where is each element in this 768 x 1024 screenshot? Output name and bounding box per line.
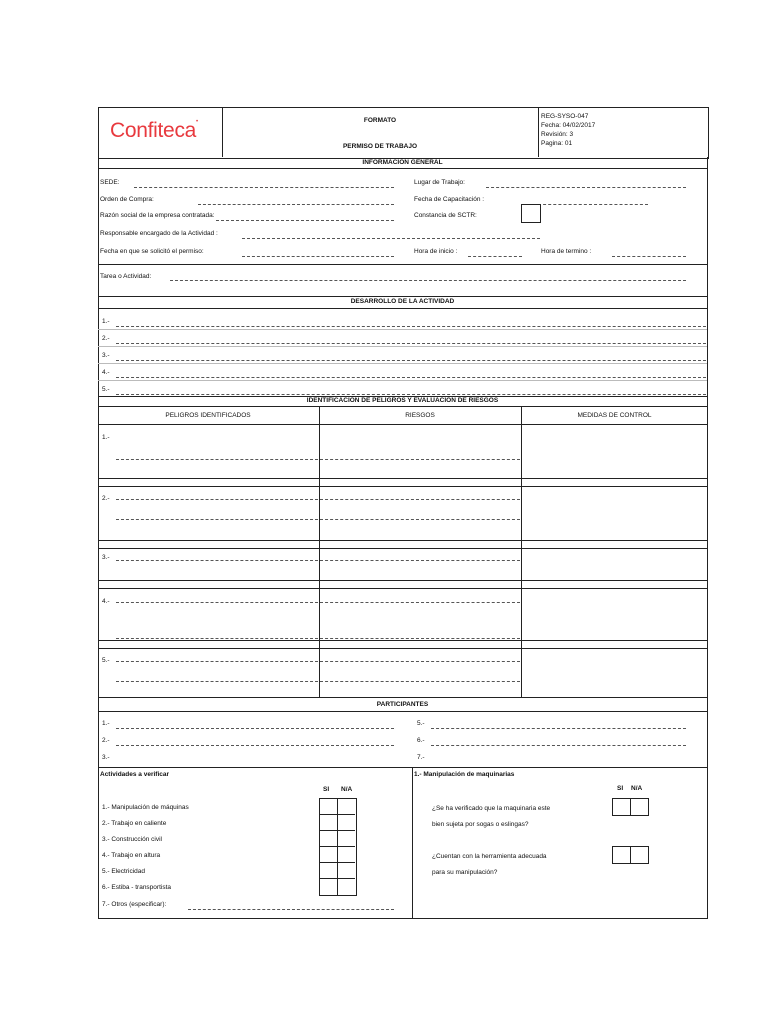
checkgrid-row [319, 878, 355, 879]
peligro-line[interactable] [116, 519, 318, 520]
participante-left-line[interactable] [116, 745, 394, 746]
row-divider [98, 548, 707, 549]
participante-right-label: 6.- [417, 737, 425, 744]
field-responsable[interactable] [242, 238, 540, 239]
label-constancia-sctr: Constancia de SCTR: [414, 212, 477, 219]
doc-code: REG-SYSO-047 [541, 113, 589, 120]
section-peligros: IDENTIFICACIÓN DE PELIGROS Y EVALUACIÓN DE RIESGOS [306, 397, 499, 404]
peligro-item-label: 3.- [102, 554, 110, 561]
riesgo-line[interactable] [320, 661, 520, 662]
desarrollo-item-line[interactable] [116, 326, 706, 327]
q2-na-checkbox[interactable] [630, 846, 649, 864]
field-orden[interactable] [198, 204, 394, 205]
riesgo-line[interactable] [320, 638, 520, 639]
col-medidas: MEDIDAS DE CONTROL [577, 412, 652, 419]
participante-left-label: 2.- [102, 737, 110, 744]
riesgo-line[interactable] [320, 560, 520, 561]
doc-date: Fecha: 04/02/2017 [541, 122, 596, 129]
row-divider [98, 640, 707, 641]
section-informacion-general: INFORMACIÓN GENERAL [362, 159, 443, 166]
field-sede[interactable] [134, 187, 394, 188]
row-divider [98, 580, 707, 581]
desarrollo-item-label: 3.- [102, 352, 110, 359]
checkgrid-row [319, 846, 355, 847]
label-fecha-capacitacion: Fecha de Capacitación : [414, 196, 485, 203]
peligro-item-label: 4.- [102, 598, 110, 605]
row-divider [98, 363, 707, 364]
field-lugar[interactable] [486, 187, 686, 188]
field-tarea[interactable] [170, 280, 686, 281]
desarrollo-item-line[interactable] [116, 377, 706, 378]
q2-si-checkbox[interactable] [612, 846, 631, 864]
maquinarias-na: N/A [631, 785, 643, 792]
row-divider [98, 380, 707, 381]
peligro-line[interactable] [116, 560, 318, 561]
actividad-item: 5.- Electricidad [102, 868, 145, 875]
participante-left-label: 1.- [102, 720, 110, 727]
q2-line2: para su manipulación? [432, 869, 498, 876]
field-hora-inicio[interactable] [468, 256, 522, 257]
desarrollo-item-line[interactable] [116, 394, 706, 395]
peligro-line[interactable] [116, 681, 318, 682]
riesgo-line[interactable] [320, 459, 520, 460]
row-divider [98, 540, 707, 541]
doc-revision: Revisión: 3 [541, 131, 574, 138]
row-divider [98, 346, 707, 347]
participante-right-line[interactable] [431, 745, 686, 746]
maquinarias-title: 1.- Manipulación de maquinarias [414, 771, 515, 778]
checkgrid-row [319, 830, 355, 831]
actividad-item: 4.- Trabajo en altura [102, 852, 161, 859]
peligro-item-label: 5.- [102, 657, 110, 664]
label-hora-termino: Hora de termino : [541, 248, 592, 255]
q1-si-checkbox[interactable] [612, 798, 631, 816]
peligro-line[interactable] [116, 661, 318, 662]
actividad-item: 7.- Otros (especificar): [102, 901, 167, 908]
row-divider [98, 329, 707, 330]
participante-left-label: 3.- [102, 754, 110, 761]
field-fecha-permiso[interactable] [242, 256, 394, 257]
desarrollo-item-line[interactable] [116, 343, 706, 344]
peligro-line[interactable] [116, 459, 318, 460]
actividades-title: Actividades a verificar [100, 771, 170, 778]
q2-line1: ¿Cuentan con la herramienta adecuada [432, 853, 547, 860]
actividad-item: 2.- Trabajo en caliente [102, 820, 167, 827]
label-tarea: Tarea o Actividad: [100, 273, 152, 280]
participante-right-line[interactable] [431, 728, 686, 729]
label-orden: Orden de Compra: [100, 196, 154, 203]
field-hora-termino[interactable] [612, 256, 686, 257]
label-hora-inicio: Hora de inicio : [414, 248, 458, 255]
label-razon-social: Razón social de la empresa contratada: [100, 212, 215, 219]
checkgrid-row [319, 862, 355, 863]
participante-left-line[interactable] [116, 728, 394, 729]
riesgo-line[interactable] [320, 499, 520, 500]
q1-line1: ¿Se ha verificado que la maquinaria este [432, 805, 551, 812]
row-divider [98, 486, 707, 487]
q1-na-checkbox[interactable] [630, 798, 649, 816]
riesgo-line[interactable] [320, 602, 520, 603]
actividades-na: N/A [341, 786, 353, 793]
confiteca-logo: Confiteca• [110, 119, 198, 142]
row-divider [98, 648, 707, 649]
desarrollo-item-label: 5.- [102, 386, 110, 393]
actividades-si: SI [323, 786, 330, 793]
participante-right-label: 5.- [417, 720, 425, 727]
label-fecha-permiso: Fecha en que se solicitó el permiso: [100, 248, 204, 255]
doc-page: Pagina: 01 [541, 140, 573, 147]
label-lugar: Lugar de Trabajo: [414, 179, 465, 186]
peligro-line[interactable] [116, 638, 318, 639]
actividad-item: 3.- Construcción civil [102, 836, 162, 843]
riesgo-line[interactable] [320, 519, 520, 520]
maquinarias-si: SI [617, 785, 624, 792]
q1-line2: bien sujeta por sogas o eslingas? [432, 821, 529, 828]
label-responsable: Responsable encargado de la Actividad : [100, 230, 218, 237]
section-participantes: PARTICIPANTES [376, 701, 429, 708]
desarrollo-item-label: 4.- [102, 369, 110, 376]
col-riesgos: RIESGOS [405, 412, 435, 419]
peligro-item-label: 1.- [102, 434, 110, 441]
actividad-item: 6.- Estiba - transportista [102, 884, 171, 891]
actividades-checkgrid [319, 798, 357, 896]
desarrollo-item-label: 2.- [102, 335, 110, 342]
field-razon-social[interactable] [216, 220, 394, 221]
format-label: FORMATO [363, 117, 397, 124]
checkgrid-row [319, 814, 355, 815]
participante-right-label: 7.- [417, 754, 425, 761]
checkbox-sctr[interactable] [521, 204, 541, 223]
doc-title: PERMISO DE TRABAJO [342, 143, 418, 150]
peligro-line[interactable] [116, 602, 318, 603]
peligro-item-label: 2.- [102, 495, 110, 502]
desarrollo-item-line[interactable] [116, 360, 706, 361]
desarrollo-item-label: 1.- [102, 318, 110, 325]
row-divider [98, 478, 707, 479]
label-sede: SEDE: [100, 179, 120, 186]
riesgo-line[interactable] [320, 681, 520, 682]
actividad-item: 1.- Manipulación de máquinas [102, 804, 189, 811]
col-peligros: PELIGROS IDENTIFICADOS [165, 412, 251, 419]
row-divider [98, 588, 707, 589]
section-desarrollo: DESARROLLO DE LA ACTIVIDAD [350, 298, 455, 305]
field-fecha-capacitacion[interactable] [538, 204, 648, 205]
peligro-line[interactable] [116, 499, 318, 500]
otros-line[interactable] [188, 909, 394, 910]
